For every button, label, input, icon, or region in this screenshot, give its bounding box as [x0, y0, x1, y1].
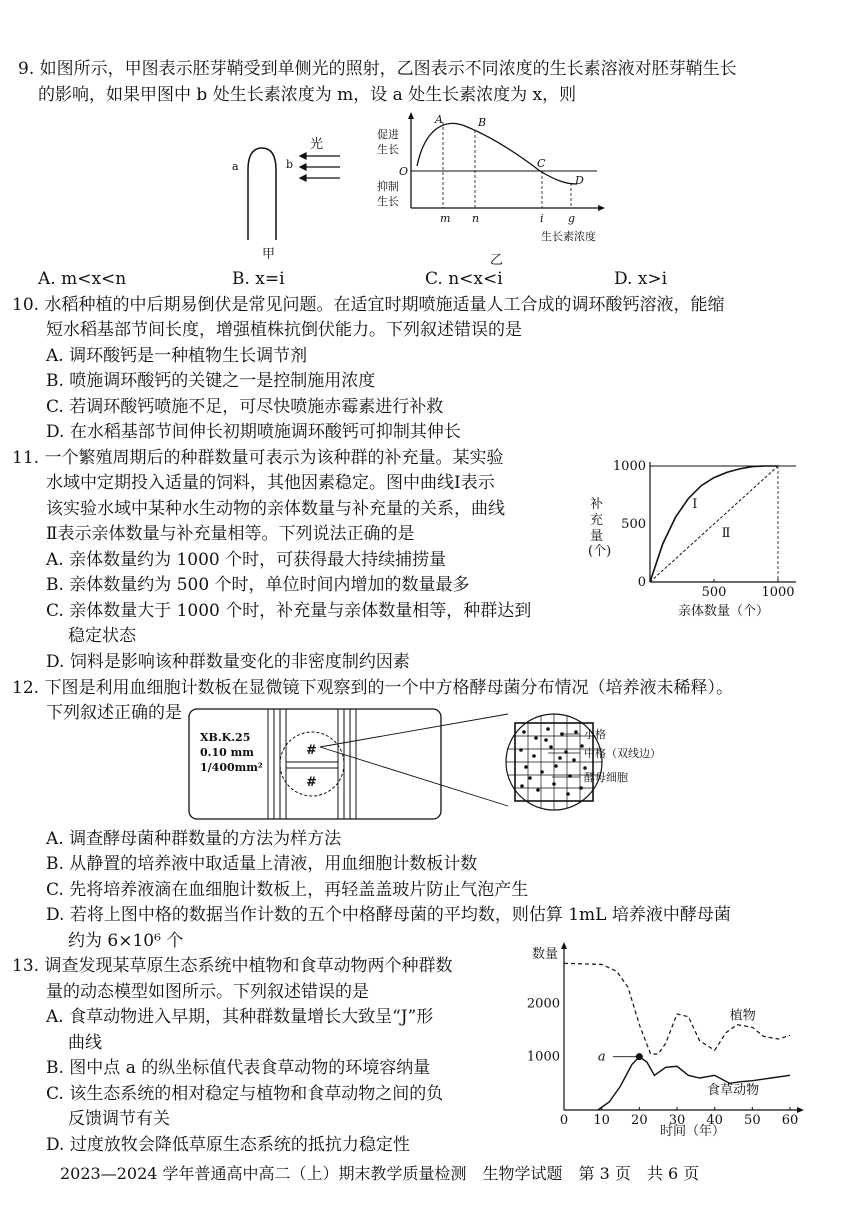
series-II-line — [650, 466, 778, 582]
x-tick-label: 20 — [631, 1113, 648, 1128]
board-text-2: 0.10 mm — [200, 746, 254, 759]
q13-option-a-cont: 曲线 — [68, 1033, 102, 1053]
point-a-label: a — [597, 1049, 606, 1065]
q9-option-c: C. n<x<i — [425, 269, 503, 289]
q9-figure-jia — [230, 130, 350, 260]
q10-option-b: B. 喷施调环酸钙的关键之一是控制施用浓度 — [46, 371, 376, 391]
q13-stem-line1: 13. 调查发现某草原生态系统中植物和食草动物两个种群数 — [12, 956, 453, 976]
yi-y-promote: 促进 — [377, 128, 399, 141]
q10-option-d: D. 在水稻基部节间伸长初期喷施调环酸钙可抑制其伸长 — [46, 422, 461, 442]
q12-stem-line1: 12. 下图是利用血细胞计数板在显微镜下观察到的一个中方格酵母菌分布情况（培养液未稀释）。 — [12, 678, 733, 698]
series-herbivore-line — [598, 1057, 790, 1110]
label-mid-grid: 中格（双线边） — [584, 747, 661, 760]
x-tick-label: 500 — [701, 585, 727, 600]
yi-point-d: D — [575, 174, 584, 187]
q12-option-d: D. 若将上图中格的数据当作计数的五个中格酵母菌的平均数，则估算 1mL 培养液中酵母菌 — [46, 905, 731, 925]
yeast-cell — [558, 756, 562, 760]
series-plant-label: 植物 — [729, 1008, 756, 1024]
q12-option-a: A. 调查酵母菌种群数量的方法为样方法 — [46, 829, 342, 849]
yeast-cell — [546, 727, 550, 731]
yeast-cell — [540, 770, 544, 774]
y-tick-label: 1000 — [526, 1049, 560, 1065]
yeast-cell — [572, 758, 576, 762]
q11-ylabel-3: 量 — [590, 529, 604, 544]
q11-option-c-cont: 稳定状态 — [68, 626, 136, 646]
q11-option-d: D. 饲料是影响该种群数量变化的非密度制约因素 — [46, 652, 410, 672]
y-tick-label: 500 — [621, 517, 646, 532]
q13-option-d: D. 过度放牧会降低草原生态系统的抵抗力稳定性 — [46, 1135, 410, 1155]
q13-ylabel: 数量 — [532, 947, 559, 962]
yi-tick-n: n — [472, 212, 480, 225]
yeast-cell — [520, 784, 524, 788]
q9-option-d: D. x>i — [614, 269, 668, 289]
yeast-cell — [566, 792, 570, 796]
q12-option-c: C. 先将培养液滴在血细胞计数板上，再轻盖盖玻片防止气泡产生 — [46, 880, 529, 900]
board-mark-bottom: # — [306, 775, 317, 790]
yi-y-inhibit2: 生长 — [377, 195, 399, 208]
yeast-cell — [574, 730, 578, 734]
yi-tick-m: m — [440, 212, 451, 225]
q12-option-b: B. 从静置的培养液中取适量上清液，用血细胞计数板计数 — [46, 854, 478, 874]
yeast-cell — [536, 788, 540, 792]
yeast-cell — [554, 764, 558, 768]
y-tick-label: 1000 — [612, 459, 646, 474]
yi-tick-g: g — [568, 212, 576, 225]
q11-stem-line2: 水域中定期投入适量的饲料，其他因素稳定。图中曲线Ⅰ表示 — [46, 473, 495, 493]
q13-stem-line2: 量的动态模型如图所示。下列叙述错误的是 — [46, 982, 369, 1002]
q11-option-b: B. 亲体数量约为 500 个时，单位时间内增加的数量最多 — [46, 575, 470, 595]
q13-option-a: A. 食草动物进入早期，其种群数量增长大致呈“J”形 — [46, 1007, 434, 1027]
yeast-cell — [524, 765, 528, 769]
q10-stem-line1: 10. 水稻种植的中后期易倒伏是常见问题。在适宜时期喷施适量人工合成的调环酸钙溶液，能缩 — [12, 295, 725, 315]
q11-chart — [588, 450, 813, 620]
yi-xlabel: 生长素浓度 — [541, 230, 596, 243]
yeast-cell — [532, 754, 536, 758]
q11-stem-line4: Ⅱ表示亲体数量与补充量相等。下列说法正确的是 — [46, 524, 415, 544]
yeast-cell — [583, 766, 587, 770]
q11-ylabel-2: 充 — [590, 513, 604, 528]
yi-point-a: A — [435, 113, 443, 126]
label-small-grid: 小格 — [584, 728, 606, 741]
yeast-cell — [549, 745, 553, 749]
series-herbivore-label: 食草动物 — [707, 1083, 760, 1098]
x-tick-label: 1000 — [761, 585, 795, 600]
yi-point-b: B — [478, 116, 487, 129]
yeast-cell — [519, 748, 523, 752]
board-text-3: 1/400mm² — [200, 761, 263, 774]
q9-figure-yi — [375, 108, 625, 268]
q11-option-a: A. 亲体数量约为 1000 个时，可获得最大持续捕捞量 — [46, 550, 447, 570]
q11-stem-line3: 该实验水域中某种水生动物的亲体数量与补充量的关系，曲线 — [46, 499, 505, 519]
q13-option-b: B. 图中点 a 的纵坐标值代表食草动物的环境容纳量 — [46, 1058, 431, 1078]
jia-caption: 甲 — [262, 247, 276, 260]
y-tick-label: 0 — [637, 575, 646, 590]
series-I-label: Ⅰ — [692, 496, 698, 512]
x-tick-label: 50 — [744, 1113, 761, 1128]
yi-origin: O — [399, 165, 409, 178]
q10-option-a: A. 调环酸钙是一种植物生长调节剂 — [46, 346, 308, 366]
yeast-cell — [534, 736, 538, 740]
yeast-cell — [552, 782, 556, 786]
y-tick-label: 2000 — [526, 996, 560, 1012]
yi-y-inhibit: 抑制 — [377, 180, 399, 193]
q11-stem-line1: 11. 一个繁殖周期后的种群数量可表示为该种群的补充量。某实验 — [12, 448, 504, 468]
q11-ylabel-1: 补 — [590, 497, 604, 512]
q11-ylabel-4: (个) — [588, 544, 612, 559]
yi-point-c: C — [537, 157, 546, 170]
q13-chart — [520, 938, 820, 1138]
yeast-cell — [522, 730, 526, 734]
q12-figure — [188, 706, 688, 826]
x-tick-label: 10 — [593, 1113, 610, 1128]
yeast-cell — [544, 738, 548, 742]
yi-caption: 乙 — [490, 253, 504, 268]
series-plant-line — [564, 963, 790, 1054]
yi-y-promote2: 生长 — [377, 143, 399, 156]
yi-tick-i: i — [540, 212, 544, 225]
jia-label-light: 光 — [310, 137, 324, 152]
q11-xlabel: 亲体数量（个） — [678, 604, 770, 619]
series-II-label: Ⅱ — [721, 525, 731, 541]
q11-option-c: C. 亲体数量大于 1000 个时，补充量与亲体数量相等，种群达到 — [46, 601, 532, 621]
x-tick-label: 0 — [559, 1113, 569, 1128]
q13-option-c-cont: 反馈调节有关 — [68, 1109, 170, 1129]
q12-option-d-cont: 约为 6×10⁶ 个 — [68, 931, 184, 951]
q10-option-c: C. 若调环酸钙喷施不足，可尽快喷施赤霉素进行补救 — [46, 397, 444, 417]
board-text-1: XB.K.25 — [200, 731, 251, 744]
q12-stem-line2: 下列叙述正确的是 — [46, 703, 182, 723]
board-mark-top: # — [306, 743, 317, 758]
q13-option-c: C. 该生态系统的相对稳定与植物和食草动物之间的负 — [46, 1084, 444, 1104]
q9-option-a: A. m<x<n — [38, 269, 127, 289]
q13-xlabel: 时间（年） — [660, 1124, 726, 1138]
x-tick-label: 30 — [668, 1113, 686, 1128]
x-tick-label: 40 — [706, 1113, 723, 1128]
q9-option-b: B. x=i — [232, 269, 285, 289]
q10-stem-line2: 短水稻基部节间长度，增强植株抗倒伏能力。下列叙述错误的是 — [46, 320, 522, 340]
label-yeast: 酵母细胞 — [584, 771, 628, 784]
yeast-cell — [579, 786, 583, 790]
jia-label-b: b — [286, 158, 294, 171]
x-tick-label: 60 — [781, 1113, 799, 1128]
q9-stem-line2: 的影响，如果甲图中 b 处生长素浓度为 m，设 a 处生长素浓度为 x，则 — [38, 85, 577, 105]
page-footer: 2023—2024 学年普通高中高二（上）期末教学质量检测 生物学试题 第 3 页 共 6 页 — [60, 1164, 700, 1183]
jia-label-a: a — [232, 160, 239, 173]
q9-stem-line1: 9. 如图所示，甲图表示胚芽鞘受到单侧光的照射，乙图表示不同浓度的生长素溶液对胚芽鞘生长 — [18, 59, 737, 79]
yeast-cell — [528, 776, 532, 780]
y-axis-arrow — [561, 942, 567, 949]
